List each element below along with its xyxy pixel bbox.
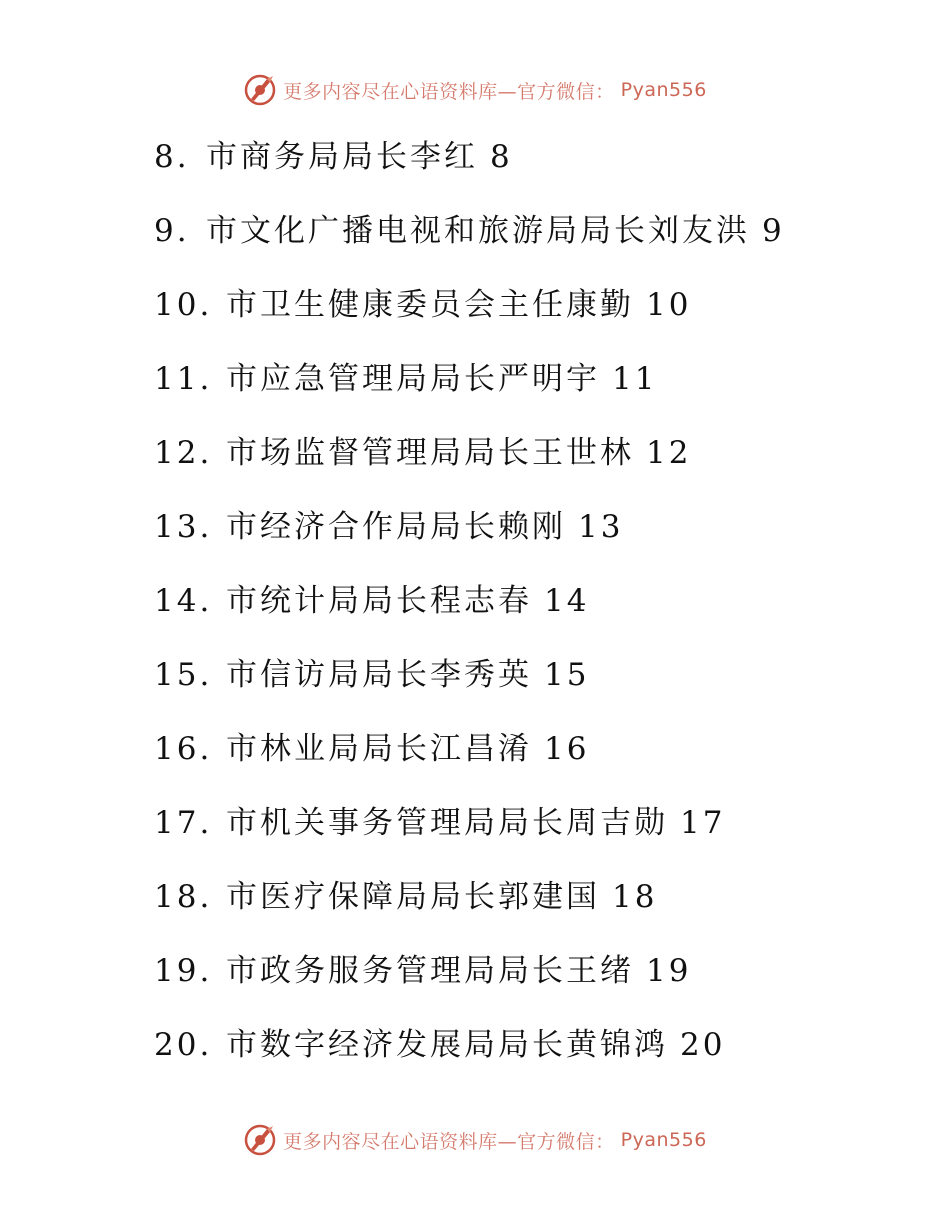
toc-item-page: 16: [544, 731, 590, 767]
toc-item-number: 17.: [154, 805, 213, 841]
toc-item-number: 11.: [154, 361, 213, 397]
toc-item-page: 17: [680, 805, 726, 841]
toc-item-number: 10.: [154, 287, 213, 323]
toc-item-title: 市经济合作局局长赖刚: [226, 509, 566, 545]
toc-item-title: 市机关事务管理局局长周吉勋: [226, 805, 668, 841]
watermark-footer: [0, 1120, 950, 1160]
toc-item-page: 13: [578, 509, 624, 545]
toc-item[interactable]: [154, 1008, 914, 1082]
toc-item-number: 12.: [154, 435, 213, 471]
watermark-text: 更多内容尽在心语资料库—官方微信：: [283, 1130, 615, 1153]
toc-item-number: 9.: [154, 213, 190, 249]
toc-item-title: 市场监督管理局局长王世林: [226, 435, 634, 471]
toc-item-number: 20.: [154, 1027, 213, 1063]
toc-item-title: 市医疗保障局局长郭建国: [226, 879, 600, 915]
quill-logo-icon: [243, 1123, 277, 1157]
toc-item[interactable]: [154, 638, 914, 712]
toc-item-page: 12: [646, 435, 692, 471]
toc-item-page: 9: [762, 213, 785, 249]
toc-item[interactable]: [154, 712, 914, 786]
watermark-text: 更多内容尽在心语资料库—官方微信：: [283, 80, 615, 103]
quill-logo-icon: [243, 73, 277, 107]
toc-item-title: 市政务服务管理局局长王绪: [226, 953, 634, 989]
toc-item-title: 市商务局局长李红: [206, 139, 478, 175]
toc-item[interactable]: [154, 120, 914, 194]
toc-list: [154, 120, 914, 1082]
toc-item[interactable]: [154, 268, 914, 342]
watermark-content: [243, 1123, 707, 1157]
toc-item[interactable]: [154, 786, 914, 860]
toc-item[interactable]: [154, 490, 914, 564]
toc-item[interactable]: [154, 342, 914, 416]
toc-item-page: 18: [612, 879, 658, 915]
watermark-wechat-id: Pyan556: [620, 1129, 707, 1151]
toc-item-page: 14: [544, 583, 590, 619]
toc-item-number: 18.: [154, 879, 213, 915]
toc-item-page: 11: [612, 361, 658, 397]
toc-item-number: 15.: [154, 657, 213, 693]
toc-item[interactable]: [154, 564, 914, 638]
toc-item-title: 市信访局局长李秀英: [226, 657, 532, 693]
toc-item-title: 市应急管理局局长严明宇: [226, 361, 600, 397]
toc-item-number: 8.: [154, 139, 190, 175]
toc-item-title: 市统计局局长程志春: [226, 583, 532, 619]
toc-item-title: 市卫生健康委员会主任康勤: [226, 287, 634, 323]
toc-item-page: 8: [490, 139, 513, 175]
toc-item-title: 市数字经济发展局局长黄锦鸿: [226, 1027, 668, 1063]
toc-item[interactable]: [154, 416, 914, 490]
toc-item-number: 16.: [154, 731, 213, 767]
watermark-header: [0, 70, 950, 110]
watermark-wechat-id: Pyan556: [620, 79, 707, 101]
toc-item-number: 19.: [154, 953, 213, 989]
toc-item[interactable]: [154, 860, 914, 934]
watermark-content: [243, 73, 707, 107]
toc-item[interactable]: [154, 194, 914, 268]
toc-item-page: 19: [646, 953, 692, 989]
toc-item-page: 10: [646, 287, 692, 323]
toc-item-number: 13.: [154, 509, 213, 545]
toc-item-title: 市文化广播电视和旅游局局长刘友洪: [206, 213, 750, 249]
toc-item-title: 市林业局局长江昌淆: [226, 731, 532, 767]
toc-item[interactable]: [154, 934, 914, 1008]
toc-item-page: 20: [680, 1027, 726, 1063]
toc-item-number: 14.: [154, 583, 213, 619]
toc-item-page: 15: [544, 657, 590, 693]
